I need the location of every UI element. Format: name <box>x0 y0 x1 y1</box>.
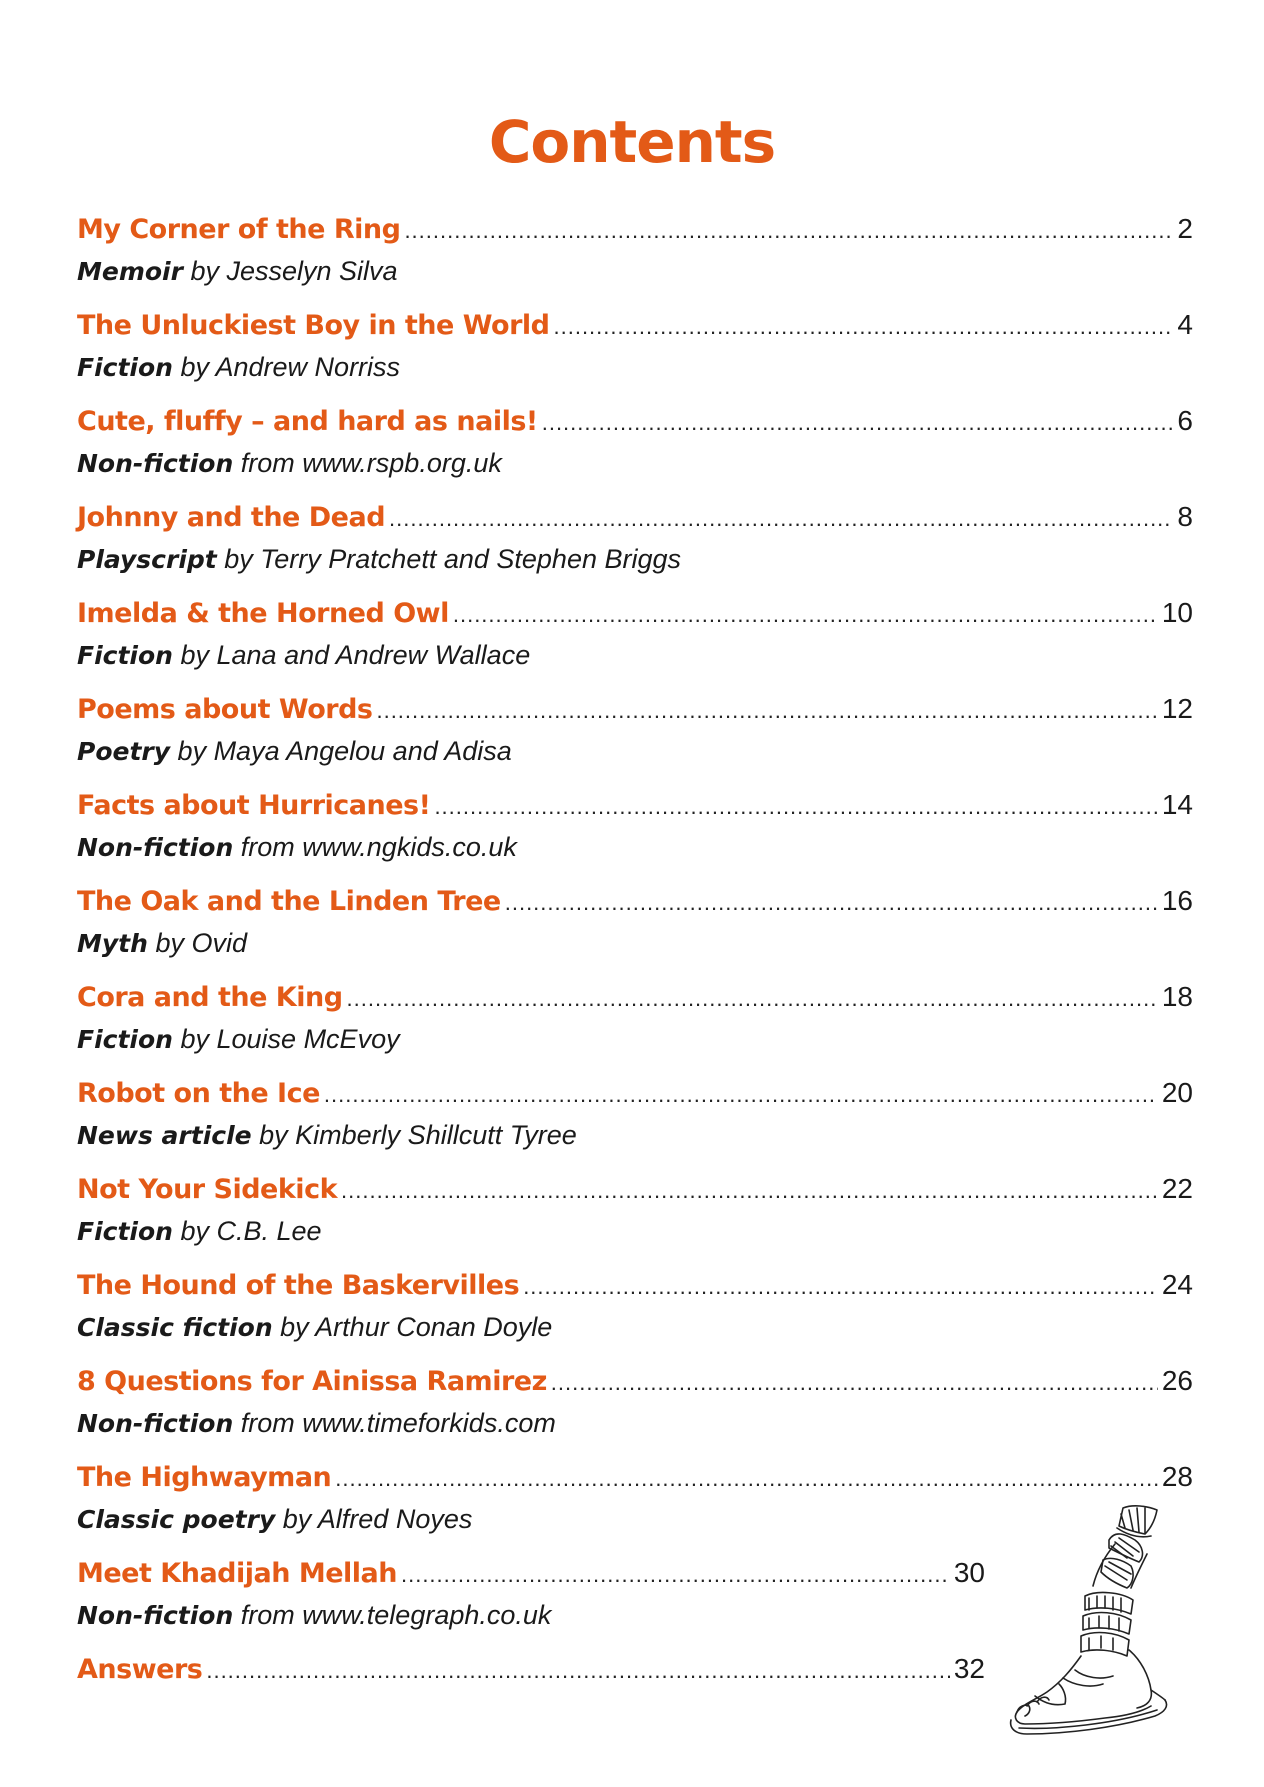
toc-entry-genre: Fiction <box>77 1217 173 1246</box>
dot-leader <box>523 1274 1158 1300</box>
toc-entry-genre: Playscript <box>77 545 217 574</box>
toc-entry[interactable] <box>77 1077 1193 1173</box>
toc-entry-genre: Fiction <box>77 353 173 382</box>
toc-entry-credit: from www.timeforkids.com <box>240 1408 556 1438</box>
toc-entry-credit: by Louise McEvoy <box>180 1024 400 1054</box>
toc-entry[interactable] <box>77 885 1193 981</box>
toc-entry[interactable] <box>77 405 1193 501</box>
toc-page-number: 6 <box>1177 405 1193 436</box>
toc-page-number: 16 <box>1161 885 1193 916</box>
toc-entry[interactable] <box>77 693 1193 789</box>
toc-title-line <box>77 1365 1193 1405</box>
toc-entry-title[interactable]: My Corner of the Ring <box>77 214 401 245</box>
toc-entry[interactable] <box>77 1365 1193 1461</box>
toc-entry-title[interactable]: 8 Questions for Ainissa Ramirez <box>77 1366 547 1397</box>
toc-entry-byline <box>77 637 1193 674</box>
toc-entry-title[interactable]: Johnny and the Dead <box>77 502 386 533</box>
toc-entry-title[interactable]: Meet Khadijah Mellah <box>77 1558 397 1589</box>
toc-entry-genre: Non-fiction <box>77 1601 234 1630</box>
toc-title-line <box>77 309 1193 349</box>
toc-entry-title[interactable]: The Unluckiest Boy in the World <box>77 310 550 341</box>
toc-entry-credit: by Kimberly Shillcutt Tyree <box>259 1120 577 1150</box>
toc-entry[interactable] <box>77 789 1193 885</box>
dot-leader <box>542 410 1174 436</box>
toc-page-number: 28 <box>1161 1461 1193 1492</box>
toc-entry-byline <box>77 1309 1193 1346</box>
toc-entry-credit: by Ovid <box>155 928 247 958</box>
toc-entry-byline <box>77 733 1193 770</box>
toc-entry[interactable] <box>77 981 1193 1077</box>
toc-entry-genre: Fiction <box>77 641 173 670</box>
toc-entry[interactable] <box>77 597 1193 693</box>
toc-title-line <box>77 597 1193 637</box>
toc-entry-genre: Poetry <box>77 737 171 766</box>
toc-page-number: 10 <box>1161 597 1193 628</box>
toc-entry-genre: Fiction <box>77 1025 173 1054</box>
toc-page-number: 32 <box>953 1653 985 1684</box>
toc-page-number: 2 <box>1177 213 1193 244</box>
toc-entry-genre: Non-fiction <box>77 1409 234 1438</box>
dot-leader <box>347 986 1158 1012</box>
dot-leader <box>404 218 1173 244</box>
toc-entry[interactable] <box>77 1269 1193 1365</box>
toc-entry-title[interactable]: Robot on the Ice <box>77 1078 320 1109</box>
toc-entry-credit: by Alfred Noyes <box>282 1504 473 1534</box>
toc-page-number: 24 <box>1161 1269 1193 1300</box>
toc-title-line <box>77 1557 985 1597</box>
toc-page-number: 14 <box>1161 789 1193 820</box>
dot-leader <box>389 506 1173 532</box>
toc-entry[interactable] <box>77 213 1193 309</box>
toc-entry-genre: Classic fiction <box>77 1313 273 1342</box>
toc-entry-byline <box>77 1405 1193 1442</box>
toc-entry-title[interactable]: Answers <box>77 1654 203 1685</box>
toc-page-number: 8 <box>1177 501 1193 532</box>
toc-title-line <box>77 501 1193 541</box>
toc-entry-title[interactable]: Cora and the King <box>77 982 343 1013</box>
dot-leader <box>401 1562 950 1588</box>
toc-entry[interactable] <box>77 309 1193 405</box>
toc-page-number: 26 <box>1161 1365 1193 1396</box>
toc-entry-credit: by Maya Angelou and Adisa <box>177 736 512 766</box>
toc-entry-genre: Myth <box>77 929 148 958</box>
toc-page-number: 4 <box>1177 309 1193 340</box>
toc-entry-credit: from www.telegraph.co.uk <box>240 1600 552 1630</box>
toc-entry-credit: from www.rspb.org.uk <box>240 448 502 478</box>
toc-entry-byline <box>77 1021 1193 1058</box>
toc-entry-credit: by Jesselyn Silva <box>190 256 398 286</box>
toc-entry-title[interactable]: Cute, fluffy – and hard as nails! <box>77 406 538 437</box>
toc-entry-title[interactable]: Not Your Sidekick <box>77 1174 338 1205</box>
toc-title-line <box>77 1461 1193 1501</box>
toc-entry-credit: by Arthur Conan Doyle <box>280 1312 553 1342</box>
toc-title-line <box>77 1653 985 1693</box>
dot-leader <box>551 1370 1158 1396</box>
toc-entry-byline <box>77 253 1193 290</box>
toc-entry[interactable] <box>77 501 1193 597</box>
sandal-drawing-icon <box>1005 1500 1195 1750</box>
toc-title-line <box>77 885 1193 925</box>
toc-page-number: 20 <box>1161 1077 1193 1108</box>
toc-title-line <box>77 1077 1193 1117</box>
toc-title-line <box>77 405 1193 445</box>
toc-entry-genre: Memoir <box>77 257 183 286</box>
toc-entry-genre: Non-fiction <box>77 449 234 478</box>
toc-entry-credit: by Andrew Norriss <box>180 352 401 382</box>
dot-leader <box>376 698 1157 724</box>
toc-entry-credit: from www.ngkids.co.uk <box>240 832 517 862</box>
toc-entry-credit: by Lana and Andrew Wallace <box>180 640 531 670</box>
dot-leader <box>453 602 1158 628</box>
toc-page-number: 30 <box>953 1557 985 1588</box>
page-title: Contents <box>488 108 776 176</box>
toc-entry-title[interactable]: The Highwayman <box>77 1462 332 1493</box>
toc-title-line <box>77 789 1193 829</box>
toc-page-number: 12 <box>1161 693 1193 724</box>
toc-entry-byline <box>77 925 1193 962</box>
dot-leader <box>434 794 1157 820</box>
toc-entry-title[interactable]: Facts about Hurricanes! <box>77 790 431 821</box>
toc-entry-byline <box>77 1117 1193 1154</box>
dot-leader <box>554 314 1174 340</box>
toc-page-number: 18 <box>1161 981 1193 1012</box>
toc-title-line <box>77 1173 1193 1213</box>
toc-entry-byline <box>77 541 1193 578</box>
toc-title-line <box>77 981 1193 1021</box>
toc-entry-byline <box>77 349 1193 386</box>
toc-entry-byline <box>77 1213 1193 1250</box>
toc-entry-genre: Classic poetry <box>77 1505 276 1534</box>
toc-entry-title[interactable]: Poems about Words <box>77 694 373 725</box>
toc-title-line <box>77 213 1193 253</box>
toc-entry-title[interactable]: The Oak and the Linden Tree <box>77 886 501 917</box>
toc-title-line <box>77 1269 1193 1309</box>
toc-entry[interactable] <box>77 1173 1193 1269</box>
dot-leader <box>324 1082 1158 1108</box>
toc-entry-credit: by Terry Pratchett and Stephen Briggs <box>224 544 682 574</box>
dot-leader <box>206 1658 950 1684</box>
toc-entry-genre: News article <box>77 1121 252 1150</box>
toc-entry-byline <box>77 829 1193 866</box>
dot-leader <box>335 1466 1158 1492</box>
toc-entry-genre: Non-fiction <box>77 833 234 862</box>
dot-leader <box>505 890 1158 916</box>
dot-leader <box>341 1178 1158 1204</box>
toc-title-line <box>77 693 1193 733</box>
toc-entry-credit: by C.B. Lee <box>180 1216 322 1246</box>
toc-page-number: 22 <box>1161 1173 1193 1204</box>
toc-entry-title[interactable]: The Hound of the Baskervilles <box>77 1270 520 1301</box>
toc-entry-byline <box>77 445 1193 482</box>
toc-entry-title[interactable]: Imelda & the Horned Owl <box>77 598 449 629</box>
